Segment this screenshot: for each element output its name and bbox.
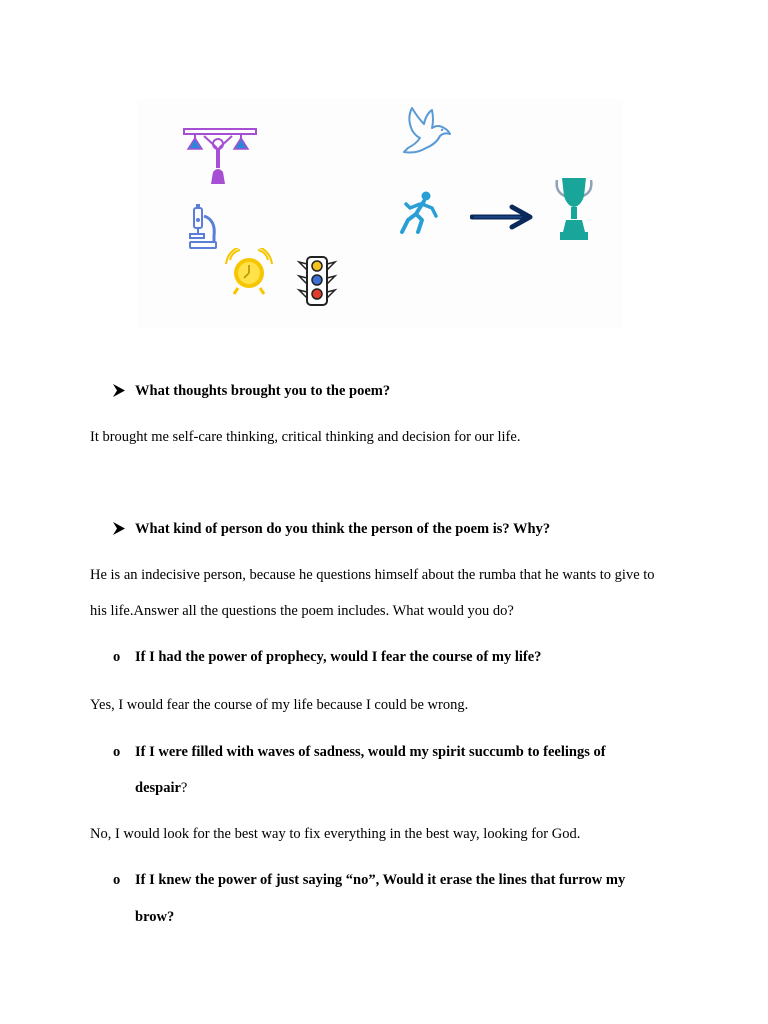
- trophy-icon: [553, 174, 595, 244]
- question-1-text: What thoughts brought you to the poem?: [135, 383, 391, 399]
- traffic-light-icon: [296, 256, 338, 306]
- sub-answer-1: Yes, I would fear the course of my life because I could be wrong.: [90, 697, 469, 713]
- circle-bullet: o: [113, 744, 121, 760]
- sub-question-3-line-1: If I knew the power of just saying “no”, Would it erase the lines that furrow my: [135, 872, 626, 888]
- right-arrow-icon: [470, 204, 536, 230]
- arrowhead-bullet-icon: [113, 521, 127, 541]
- answer-2-line-2: his life.Answer all the questions the poem includes. What would you do?: [90, 603, 514, 619]
- answer-2-line-1: He is an indecisive person, because he questions himself about the rumba that he wants to give to: [90, 567, 655, 583]
- microscope-icon: [186, 204, 220, 252]
- sub-question-1: [113, 647, 541, 667]
- answer-1: It brought me self-care thinking, critical thinking and decision for our life.: [90, 429, 521, 445]
- sub-question-2-line-1: If I were filled with waves of sadness, would my spirit succumb to feelings of: [135, 744, 606, 760]
- balance-scale-icon: [182, 126, 258, 186]
- sub-question-2: [113, 742, 606, 762]
- circle-bullet: o: [113, 649, 121, 665]
- sub-question-2-line-2: [135, 778, 187, 798]
- question-1: [113, 381, 390, 403]
- sub-question-3-line-2: brow?: [135, 909, 175, 925]
- alarm-clock-icon: [222, 248, 276, 296]
- sub-question-2-tail: ?: [180, 780, 188, 796]
- arrowhead-bullet-icon: [113, 383, 127, 403]
- dove-icon: [398, 104, 454, 160]
- sub-question-3: [113, 870, 625, 890]
- question-2: [113, 519, 550, 541]
- circle-bullet: o: [113, 872, 121, 888]
- sub-question-1-text: If I had the power of prophecy, would I fear the course of my life?: [135, 649, 542, 665]
- sub-question-2-bold-word: despair: [135, 780, 181, 796]
- runner-icon: [398, 190, 442, 236]
- sub-answer-2: No, I would look for the best way to fix everything in the best way, looking for God.: [90, 826, 581, 842]
- question-2-text: What kind of person do you think the person of the poem is? Why?: [135, 521, 551, 537]
